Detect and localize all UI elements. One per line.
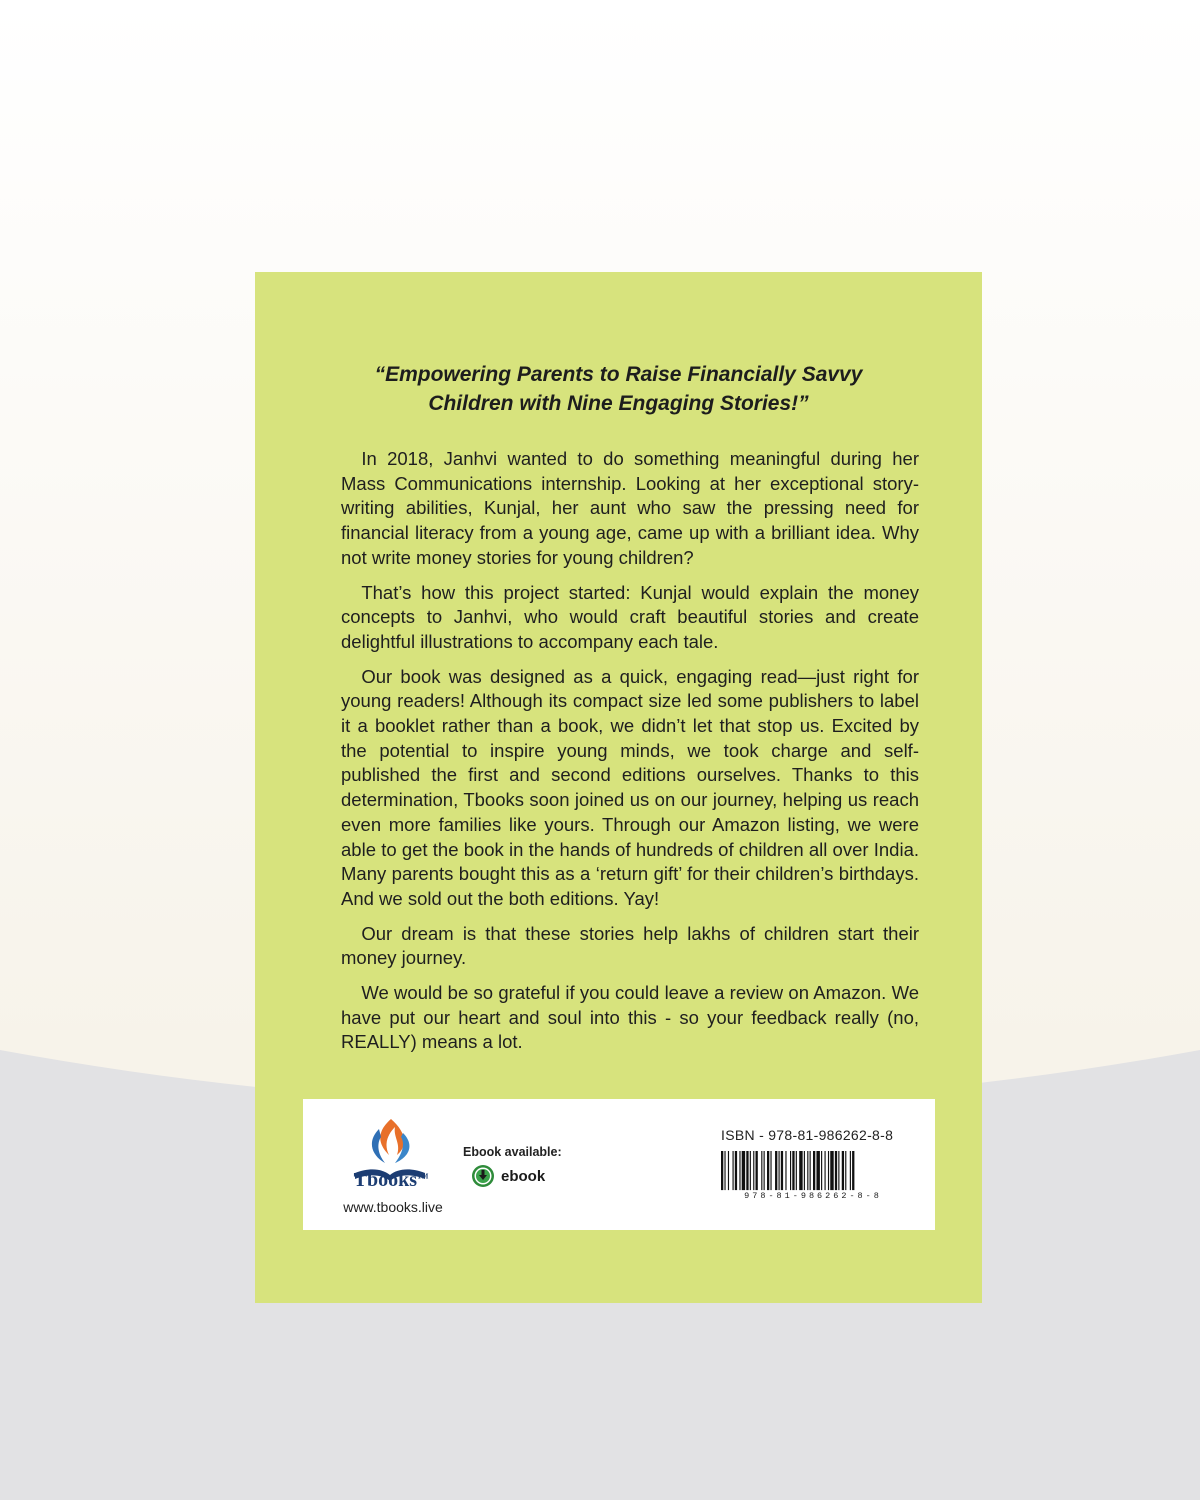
barcode-bar	[816, 1151, 819, 1190]
trademark-mark: TM	[417, 1172, 429, 1181]
barcode-bar	[767, 1151, 769, 1190]
blurb-paragraph-3: Our book was designed as a quick, engaging read—just right for young readers! Although its compact size led some publishers to label it a booklet rather than a book, we didn’t let that stop us. Excited by the potential to inspire young minds, we took charge and self-published the first and second editions ourselves. Thanks to this determination, Tbooks soon joined us on our journey, helping us reach even more families like yours. Through our Amazon listing, we were able to get the book in the hands of hundreds of children all over India. Many parents bought this as a ‘return gift’ for their children’s birthdays. And we sold out the both editions. Yay!	[341, 665, 919, 909]
barcode-bar	[761, 1151, 762, 1190]
blurb-paragraph-2: That’s how this project started: Kunjal would explain the money concepts to Janhvi, who would craft beautiful stories and create delightful illustrations to accompany each tale.	[341, 581, 919, 652]
barcode-bar	[828, 1151, 829, 1190]
ebook-available-label: Ebook available:	[463, 1145, 562, 1159]
publisher-name-text: Tbooks	[353, 1169, 418, 1191]
barcode-bar	[733, 1151, 734, 1190]
barcode-bar	[764, 1151, 765, 1190]
barcode-bar	[721, 1151, 723, 1190]
barcode-bar	[810, 1151, 811, 1190]
isbn-label: ISBN - 978-81-986262-8-8	[721, 1127, 894, 1143]
barcode-digits: 978-81-986262-8-8	[744, 1191, 882, 1201]
barcode-bar	[796, 1151, 797, 1190]
barcode-bar	[756, 1151, 758, 1190]
barcode-bar	[770, 1151, 771, 1190]
barcode-bar	[724, 1151, 725, 1190]
barcode-bar	[813, 1151, 815, 1190]
barcode-bar	[842, 1151, 844, 1190]
barcode-bar	[799, 1151, 802, 1190]
barcode-bar	[750, 1151, 751, 1190]
barcode-bar	[739, 1151, 740, 1190]
publisher-url[interactable]: www.tbooks.live	[343, 1199, 443, 1215]
barcode-bar	[792, 1151, 794, 1190]
barcode-bar	[821, 1151, 822, 1190]
barcode-bar	[775, 1151, 777, 1190]
tagline-line-1: “Empowering Parents to Raise Financially Savvy	[374, 363, 863, 386]
barcode-bar	[728, 1151, 729, 1190]
ebook-badge-label: ebook	[501, 1167, 546, 1185]
barcode-bar	[825, 1151, 826, 1190]
barcode-bar	[807, 1151, 808, 1190]
blurb-paragraph-5: We would be so grateful if you could leave a review on Amazon. We have put our heart and soul into this - so your feedback really (no, REALLY) means a lot.	[341, 982, 919, 1053]
blurb-paragraph-1: In 2018, Janhvi wanted to do something meaningful during her Mass Communications internship. Looking at her exceptional story-writing abilities, Kunjal, her aunt who saw the pressing need for financial literacy from a young age, came up with a brilliant idea. Why not write money stories for young children?	[341, 448, 919, 568]
barcode-bar	[835, 1151, 837, 1190]
barcode-bar	[804, 1151, 805, 1190]
publisher-footer	[303, 1099, 935, 1230]
barcode-bar	[845, 1151, 846, 1190]
barcode-bar	[781, 1151, 783, 1190]
barcode-bar	[779, 1151, 780, 1190]
barcode-bar	[785, 1151, 786, 1190]
ebook-badge[interactable]	[471, 1163, 545, 1189]
barcode-bar	[830, 1151, 833, 1190]
barcode-bar	[742, 1151, 745, 1190]
barcode-bar	[850, 1151, 851, 1190]
blurb-text	[341, 447, 919, 1065]
publisher-name	[341, 1169, 441, 1192]
book-back-cover	[255, 272, 982, 1303]
barcode-bar	[852, 1151, 854, 1190]
blurb-paragraph-4: Our dream is that these stories help lakhs of children start their money journey.	[341, 922, 919, 969]
barcode-bar	[735, 1151, 737, 1190]
cover-tagline	[255, 360, 982, 418]
tagline-line-2: Children with Nine Engaging Stories!”	[428, 392, 809, 415]
barcode-bar	[753, 1151, 754, 1190]
barcode-bar	[746, 1151, 748, 1190]
barcode-bar	[790, 1151, 791, 1190]
barcode-bar	[838, 1151, 839, 1190]
download-arrow-icon	[471, 1164, 495, 1188]
